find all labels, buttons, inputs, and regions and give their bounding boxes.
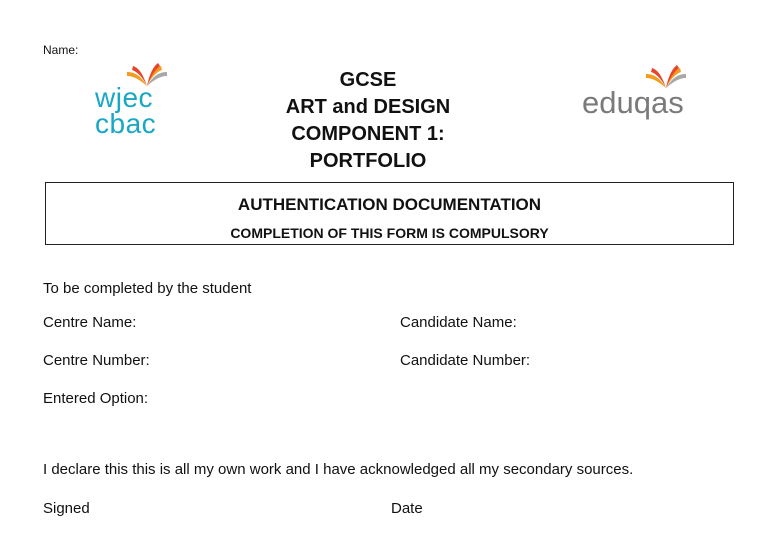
wjec-text: wjec <box>95 82 154 113</box>
authentication-subtitle: COMPLETION OF THIS FORM IS COMPULSORY <box>230 225 549 241</box>
date-label: Date <box>391 500 423 517</box>
entered-option-label: Entered Option: <box>43 390 149 407</box>
form-intro: To be completed by the student <box>43 280 252 297</box>
title-line-4: PORTFOLIO <box>309 150 427 172</box>
authentication-box <box>45 182 734 245</box>
cbac-text: cbac <box>95 108 157 139</box>
title-line-2: ART and DESIGN <box>285 96 451 118</box>
title-line-3: COMPONENT 1: <box>291 123 445 145</box>
candidate-number-label: Candidate Number: <box>400 352 531 369</box>
name-label: Name: <box>43 43 79 57</box>
eduqas-text: eduqas <box>582 85 684 120</box>
authentication-title: AUTHENTICATION DOCUMENTATION <box>237 195 542 214</box>
eduqas-logo <box>582 62 702 132</box>
document-title <box>248 66 488 175</box>
candidate-name-label: Candidate Name: <box>400 314 517 331</box>
title-line-1: GCSE <box>339 69 397 91</box>
wjec-cbac-logo <box>95 62 175 142</box>
signed-label: Signed <box>43 500 90 517</box>
centre-number-label: Centre Number: <box>43 352 150 369</box>
declaration-text: I declare this this is all my own work and I have acknowledged all my secondary sources. <box>43 461 634 478</box>
centre-name-label: Centre Name: <box>43 314 137 331</box>
